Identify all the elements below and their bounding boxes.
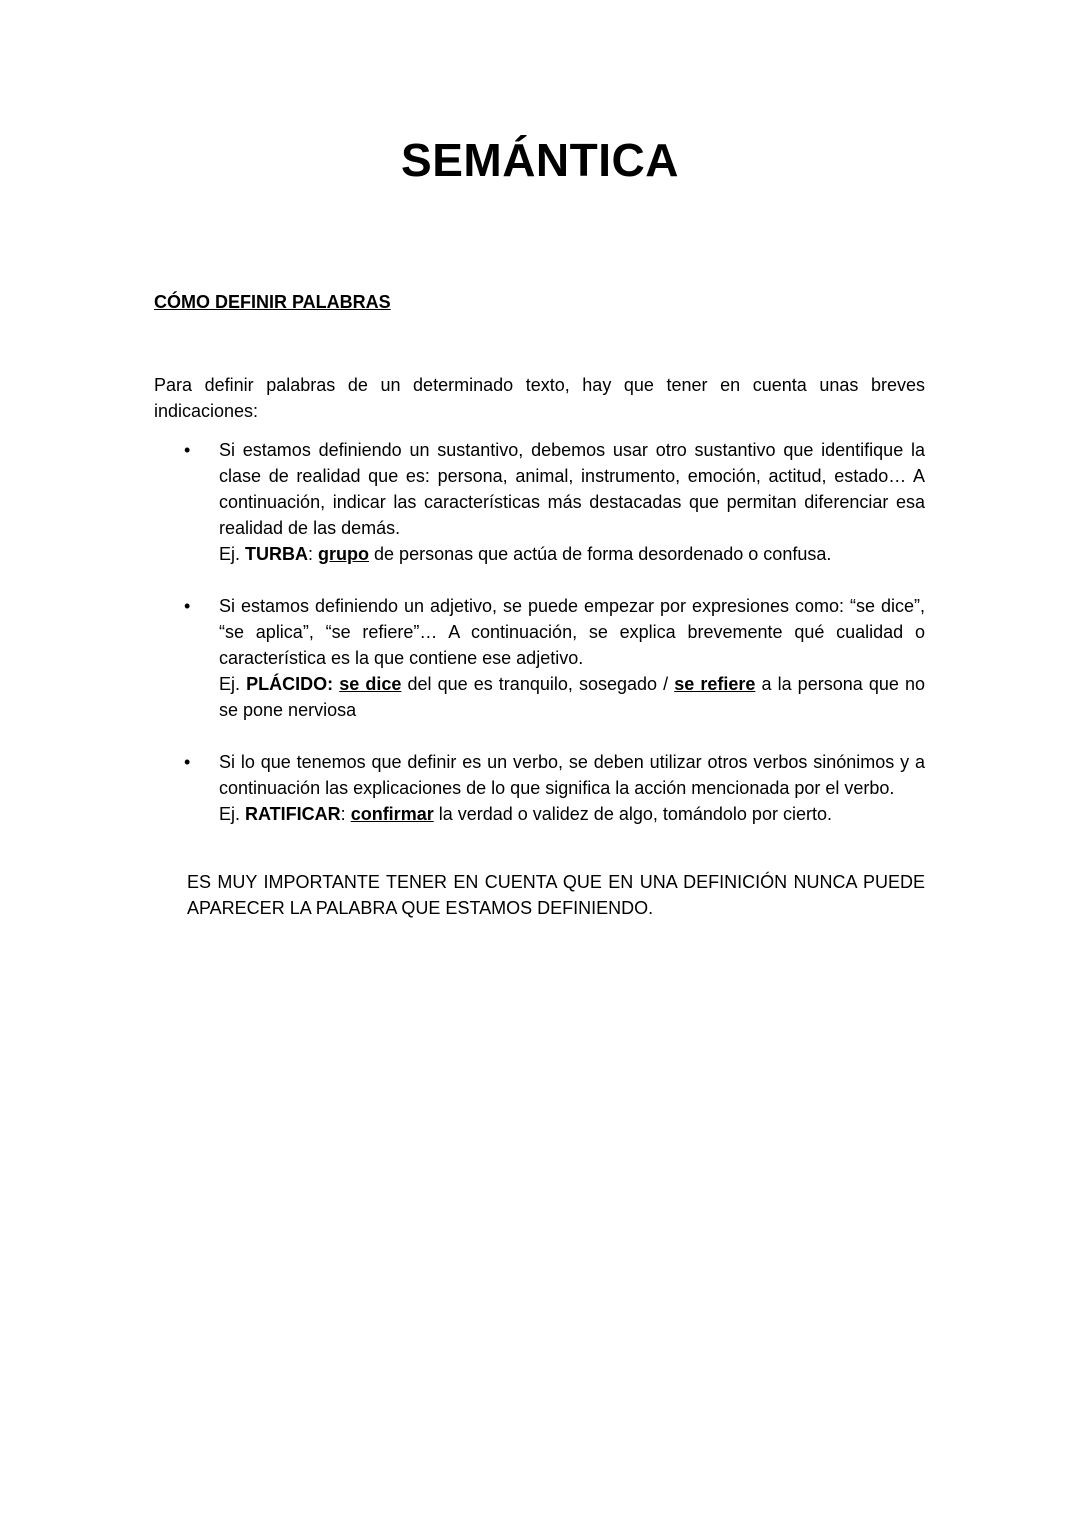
example-prefix: Ej. [219, 674, 247, 694]
bullet-icon: • [184, 596, 191, 616]
example-key-term-2: se refiere [674, 674, 756, 694]
section-heading: CÓMO DEFINIR PALABRAS [154, 292, 391, 312]
example-separator: : [308, 544, 319, 564]
example-key-term: se dice [339, 674, 402, 694]
example-word: RATIFICAR [245, 804, 341, 824]
example-word: PLÁCIDO: [246, 674, 334, 694]
indications-list [154, 437, 925, 827]
page-title: SEMÁNTICA [401, 134, 679, 186]
list-item-verb [154, 749, 925, 827]
bullet-icon: • [184, 440, 191, 460]
bullet-icon: • [184, 752, 191, 772]
important-note: ES MUY IMPORTANTE TENER EN CUENTA QUE EN UNA DEFINICIÓN NUNCA PUEDE APARECER LA PALABRA QUE ESTAMOS DEFINIENDO. [187, 872, 925, 918]
example-key-term: grupo [318, 544, 370, 564]
list-item-text: Si lo que tenemos que definir es un verbo, se deben utilizar otros verbos sinónimos y a continuación las explicaciones de lo que significa la acción mencionada por el verbo. [219, 752, 925, 798]
example-prefix: Ej. [219, 544, 246, 564]
example-line [219, 541, 925, 567]
example-rest: de personas que actúa de forma desordenado o confusa. [369, 544, 832, 564]
example-rest: a la persona que no se pone nerviosa [219, 674, 925, 720]
example-rest: la verdad o validez de algo, tomándolo por cierto. [433, 804, 832, 824]
list-item-text: Si estamos definiendo un sustantivo, debemos usar otro sustantivo que identifique la clase de realidad que es: persona, animal, instrumento, emoción, actitud, estado… A continuación, indicar las características más destacadas que permitan diferenciar esa realidad de las demás. [219, 440, 925, 538]
example-line [219, 801, 925, 827]
example-separator: : [340, 804, 351, 824]
list-item-adjective [154, 593, 925, 723]
example-prefix: Ej. [219, 804, 246, 824]
example-word: TURBA [245, 544, 309, 564]
example-line [219, 671, 925, 723]
list-item-noun [154, 437, 925, 567]
example-key-term: confirmar [350, 804, 434, 824]
list-item-text: Si estamos definiendo un adjetivo, se puede empezar por expresiones como: “se dice”, “se aplica”, “se refiere”… A continuación, se explica brevemente qué cualidad o característica es la que contiene ese adjetivo. [219, 596, 925, 668]
intro-paragraph: Para definir palabras de un determinado texto, hay que tener en cuenta unas breves indicaciones: [154, 375, 925, 421]
example-middle: del que es tranquilo, sosegado / [401, 674, 675, 694]
